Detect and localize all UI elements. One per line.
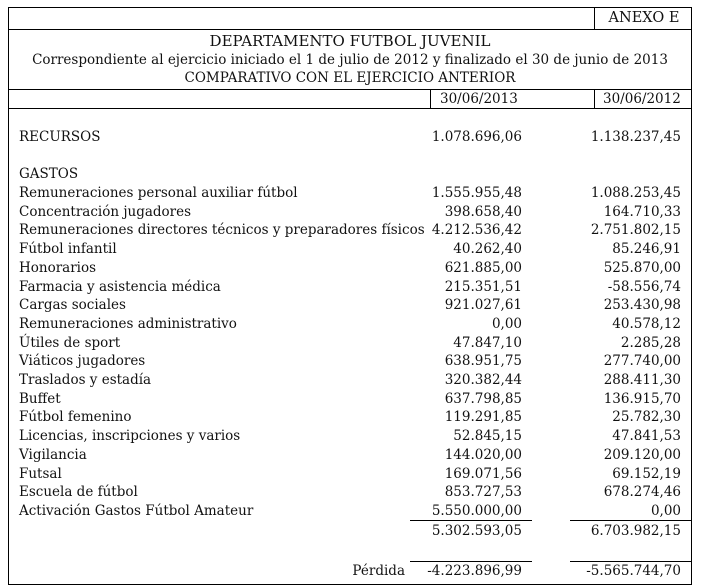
report-period: Correspondiente al ejercicio iniciado el 1 de julio de 2012 y finalizado el 30 de junio de 2013 [32, 52, 668, 68]
gasto-2012: 209.120,00 [603, 446, 681, 463]
gasto-label: Remuneraciones administrativo [19, 315, 237, 332]
report-title: DEPARTAMENTO FUTBOL JUVENIL [209, 32, 491, 50]
gasto-label: Farmacia y asistencia médica [19, 278, 221, 295]
gasto-2013: 5.550.000,00 [431, 502, 522, 519]
gasto-2013: 144.020,00 [444, 446, 522, 463]
gasto-label: Concentración jugadores [19, 203, 192, 220]
gasto-2012: 525.870,00 [603, 259, 681, 276]
perdida-label: Pérdida [352, 563, 405, 579]
gasto-2013: 853.727,53 [444, 484, 522, 501]
gasto-2013: 40.262,40 [453, 241, 522, 258]
gasto-label: Fútbol femenino [19, 409, 132, 426]
gasto-2013: 637.798,85 [444, 390, 522, 407]
perdida-2013: -4.223.896,99 [427, 563, 522, 579]
gasto-2012: 2.751.802,15 [590, 222, 681, 239]
gasto-label: Vigilancia [19, 446, 87, 463]
gasto-2013: 1.555.955,48 [431, 185, 522, 201]
column-header-2012: 30/06/2012 [603, 91, 681, 107]
gasto-label: Activación Gastos Fútbol Amateur [19, 502, 254, 519]
gasto-label: Licencias, inscripciones y varios [19, 428, 241, 445]
gasto-2013: 215.351,51 [444, 278, 522, 295]
gasto-2012: 164.710,33 [603, 203, 681, 220]
gasto-2012: 69.152,19 [612, 465, 681, 482]
gasto-2012: 678.274,46 [603, 484, 681, 501]
column-divider-1 [430, 89, 431, 109]
gasto-2012: 253.430,98 [603, 297, 681, 314]
gasto-label: Buffet [19, 390, 61, 407]
gasto-2012: 85.246,91 [612, 241, 681, 258]
annex-table [8, 7, 692, 585]
gasto-2012: 288.411,30 [603, 372, 681, 388]
gasto-2013: 398.658,40 [444, 203, 522, 220]
gasto-2013: 638.951,75 [444, 353, 522, 370]
gasto-2012: 40.578,12 [612, 315, 681, 332]
gasto-2013: 47.847,10 [453, 334, 522, 351]
gasto-2012: 25.782,30 [612, 409, 681, 426]
gasto-2012: -58.556,74 [607, 278, 681, 295]
recursos-2013: 1.078.696,06 [431, 129, 522, 145]
gasto-2012: 136.915,70 [603, 390, 681, 407]
recursos-label: RECURSOS [19, 129, 101, 145]
subtotal-rule-2012 [570, 520, 692, 521]
subtotal-rule-2013 [410, 520, 532, 521]
report-comparison: COMPARATIVO CON EL EJERCICIO ANTERIOR [184, 70, 516, 86]
gasto-2012: 0,00 [650, 502, 681, 519]
column-header-rule [9, 108, 691, 109]
gasto-2012: 47.841,53 [612, 428, 681, 445]
gasto-2013: 52.845,15 [453, 428, 522, 445]
gasto-label: Viáticos jugadores [19, 353, 146, 370]
gasto-label: Remuneraciones personal auxiliar fútbol [19, 185, 298, 201]
gasto-2013: 320.382,44 [444, 372, 522, 388]
annex-label: ANEXO E [594, 8, 693, 29]
gasto-label: Remuneraciones directores técnicos y preparadores físicos [19, 222, 425, 239]
gasto-label: Escuela de fútbol [19, 484, 138, 501]
total-gastos-2013: 5.302.593,05 [431, 523, 522, 539]
column-header-2013: 30/06/2013 [440, 91, 518, 107]
gasto-label: Fútbol infantil [19, 241, 117, 258]
gasto-2013: 4.212.536,42 [431, 222, 522, 239]
gasto-2013: 119.291,85 [444, 409, 522, 426]
annex-row [9, 8, 691, 30]
gasto-label: Honorarios [19, 259, 97, 276]
gasto-label: Futsal [19, 465, 62, 482]
total-gastos-2012: 6.703.982,15 [590, 523, 681, 539]
gasto-2013: 921.027,61 [444, 297, 522, 314]
gasto-2012: 2.285,28 [620, 334, 681, 351]
header-rule [9, 89, 691, 90]
gasto-2012: 277.740,00 [603, 353, 681, 370]
gastos-label: GASTOS [19, 166, 79, 182]
gasto-2013: 621.885,00 [444, 259, 522, 276]
gasto-label: Traslados y estadía [19, 372, 152, 388]
gasto-label: Cargas sociales [19, 297, 126, 314]
recursos-2012: 1.138.237,45 [590, 129, 681, 145]
gasto-2013: 169.071,56 [444, 465, 522, 482]
gasto-label: Útiles de sport [19, 334, 121, 351]
perdida-2012: -5.565.744,70 [586, 563, 681, 579]
gasto-2012: 1.088.253,45 [590, 185, 681, 201]
gasto-2013: 0,00 [491, 315, 522, 332]
column-divider-2 [594, 89, 595, 109]
